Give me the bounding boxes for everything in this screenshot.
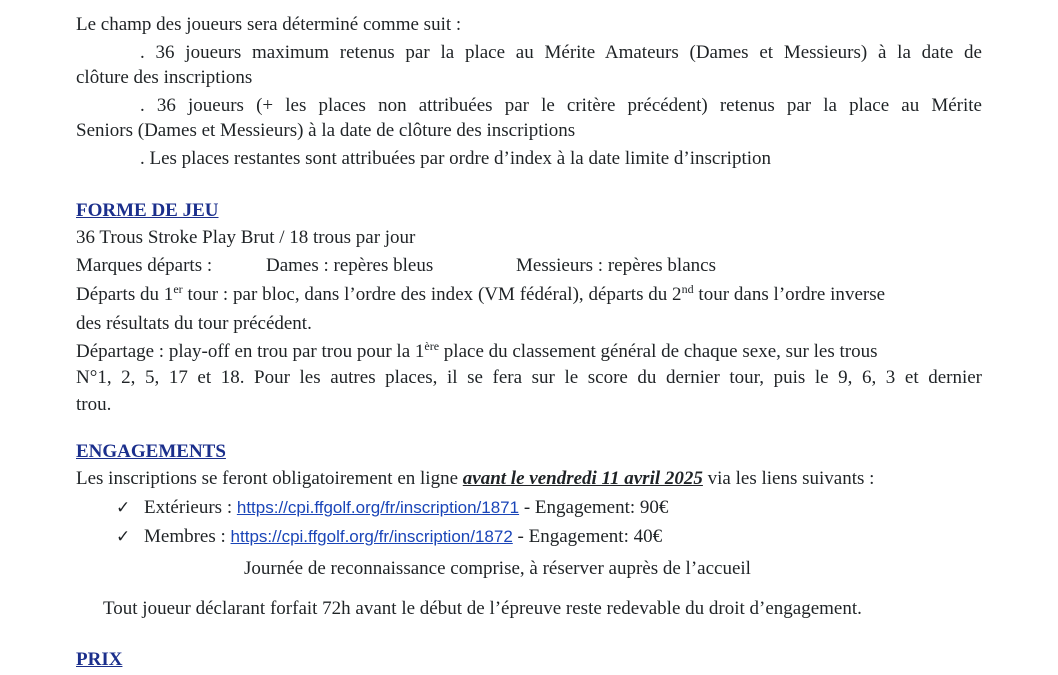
criterion-2-cont: Seniors (Dames et Messieurs) à la date de clôture des inscriptions <box>76 120 576 141</box>
start-order-cont: des résultats du tour précédent. <box>76 313 312 334</box>
heading-engagements: ENGAGEMENTS <box>76 441 226 462</box>
tiebreak: Départage : play-off en trou par trou pour la 1ère place du classement général de chaque sexe, sur les trous <box>76 339 878 362</box>
criterion-1-cont: clôture des inscriptions <box>76 67 253 88</box>
link-inscription-membres[interactable]: https://cpi.ffgolf.org/fr/inscription/1872 <box>230 527 513 546</box>
criterion-3: . Les places restantes sont attribuées par ordre d’index à la date limite d’inscription <box>140 148 772 169</box>
checkmark-icon: ✓ <box>116 527 131 547</box>
list-item-exterieurs: ✓ Extérieurs : https://cpi.ffgolf.org/fr/inscription/1871 - Engagement: 90€ <box>116 497 669 518</box>
tee-dames: Dames : repères bleus <box>266 255 434 276</box>
checkmark-icon: ✓ <box>116 498 131 518</box>
tee-markers-label: Marques départs : <box>76 255 213 276</box>
criterion-1: . 36 joueurs maximum retenus par la place au Mérite Amateurs (Dames et Messieurs) à la date de <box>140 42 982 63</box>
tee-markers <box>76 254 982 278</box>
registration-deadline: avant le vendredi 11 avril 2025 <box>462 468 703 489</box>
reconnaissance-note: Journée de reconnaissance comprise, à réserver auprès de l’accueil <box>244 558 751 579</box>
registration-intro: Les inscriptions se feront obligatoirement en ligne avant le vendredi 11 avril 2025 via les liens suivants : <box>76 468 875 489</box>
game-format: 36 Trous Stroke Play Brut / 18 trous par jour <box>76 227 416 248</box>
list-item-membres: ✓ Membres : https://cpi.ffgolf.org/fr/inscription/1872 - Engagement: 40€ <box>116 526 663 547</box>
tiebreak-end: trou. <box>76 394 112 415</box>
field-intro: Le champ des joueurs sera déterminé comme suit : <box>76 14 462 35</box>
tiebreak-cont: N°1, 2, 5, 17 et 18. Pour les autres places, il se fera sur le score du dernier tour, puis le 9, 6, 3 et dernier <box>76 367 982 388</box>
forfait-note: Tout joueur déclarant forfait 72h avant le début de l’épreuve reste redevable du droit d’engagement. <box>103 598 862 619</box>
heading-prix: PRIX <box>76 649 123 670</box>
start-order: Départs du 1er tour : par bloc, dans l’ordre des index (VM fédéral), départs du 2nd tour dans l’ordre inverse <box>76 282 886 305</box>
criterion-2: . 36 joueurs (+ les places non attribuées par le critère précédent) retenus par la place au Mérite <box>140 95 982 116</box>
tee-messieurs: Messieurs : repères blancs <box>516 255 716 276</box>
heading-forme-de-jeu: FORME DE JEU <box>76 200 219 221</box>
link-inscription-exterieurs[interactable]: https://cpi.ffgolf.org/fr/inscription/1871 <box>236 498 520 517</box>
